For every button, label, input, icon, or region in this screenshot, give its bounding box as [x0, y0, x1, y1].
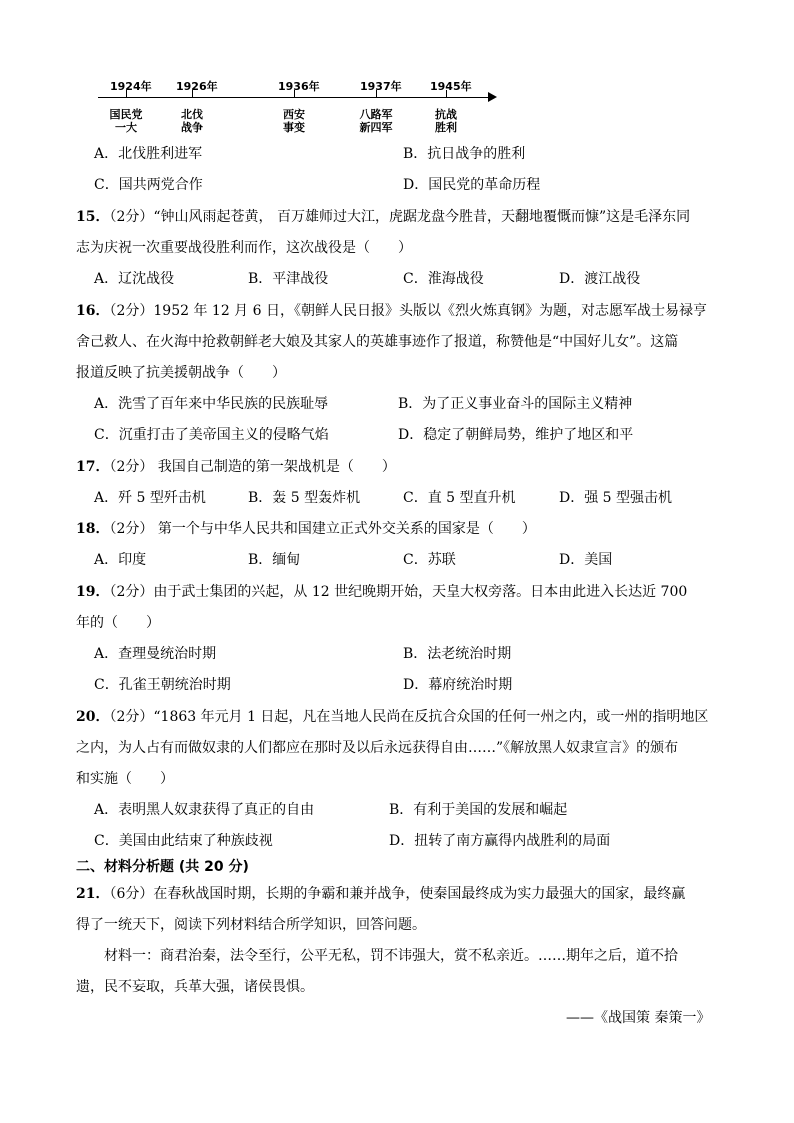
- timeline-event-line: 八路军: [359, 108, 393, 121]
- question-text: （2分）“1863 年元月 1 日起，凡在当地人民尚在反抗合众国的任何一州之内，或一州的指明地区: [109, 709, 709, 725]
- question-number: 15．: [76, 209, 110, 225]
- question-number: 16．: [76, 303, 110, 319]
- timeline-event: [170, 108, 214, 134]
- question-text: 之内，为人占有而做奴隶的人们都应在那时及以后永远获得自由……”《解放黑人奴隶宣言》的颁布: [76, 740, 679, 756]
- option-b[interactable]: B．法老统治时期: [403, 646, 512, 662]
- timeline-event-line: 一大: [115, 121, 137, 134]
- timeline-year: 1945年: [430, 80, 472, 93]
- timeline-event: [424, 108, 468, 134]
- option-b[interactable]: B．轰 5 型轰炸机: [248, 490, 361, 506]
- option-d[interactable]: D．国民党的革命历程: [403, 177, 541, 193]
- option-c[interactable]: C．苏联: [403, 552, 456, 568]
- timeline-event-line: 胜利: [435, 121, 457, 134]
- question-18: [76, 520, 536, 538]
- option-d[interactable]: D．强 5 型强击机: [559, 490, 673, 506]
- timeline-event-line: 西安: [283, 108, 305, 121]
- option-d[interactable]: D．扭转了南方赢得内战胜利的局面: [389, 833, 611, 849]
- option-d[interactable]: D．渡江战役: [559, 271, 641, 287]
- material-source: ——《战国策 秦策一》: [566, 1010, 711, 1026]
- timeline-event: [272, 108, 316, 134]
- option-d[interactable]: D．美国: [559, 552, 613, 568]
- timeline-event-line: 国民党: [109, 108, 143, 121]
- question-text: （6分）在春秋战国时期，长期的争霸和兼并战争，使秦国最终成为实力最强大的国家，最终赢: [109, 886, 686, 902]
- timeline-arrow-icon: [488, 92, 497, 102]
- question-text: （2分） 第一个与中华人民共和国建立正式外交关系的国家是（ ）: [109, 521, 536, 537]
- question-19: [76, 583, 687, 601]
- option-a[interactable]: A．印度: [94, 552, 147, 568]
- option-c[interactable]: C．孔雀王朝统治时期: [94, 677, 231, 693]
- question-number: 18．: [76, 521, 110, 537]
- timeline-tick: [192, 90, 193, 97]
- question-text: （2分）1952 年 12 月 6 日，《朝鲜人民日报》头版以《烈火炼真钢》为题，对志愿军战士易禄亨: [109, 303, 707, 319]
- option-b[interactable]: B．为了正义事业奋斗的国际主义精神: [398, 396, 633, 412]
- question-text: 和实施（ ）: [76, 771, 174, 787]
- option-c[interactable]: C．直 5 型直升机: [403, 490, 516, 506]
- timeline-event-line: 事变: [283, 121, 305, 134]
- timeline-figure: [98, 78, 498, 138]
- question-17: [76, 458, 396, 476]
- question-20: [76, 708, 708, 726]
- question-text: （2分）“钟山风雨起苍黄， 百万雄师过大江，虎踞龙盘今胜昔，天翻地覆慨而慷”这是毛泽东同: [109, 209, 691, 225]
- question-21: [76, 885, 685, 903]
- option-c[interactable]: C．美国由此结束了种族歧视: [94, 833, 273, 849]
- option-c[interactable]: C．沉重打击了美帝国主义的侵略气焰: [94, 427, 329, 443]
- option-d[interactable]: D．幕府统治时期: [403, 677, 513, 693]
- option-a[interactable]: A．洗雪了百年来中华民族的民族耻辱: [94, 396, 329, 412]
- question-number: 21．: [76, 886, 110, 902]
- question-text: （2分） 我国自己制造的第一架战机是（ ）: [109, 459, 396, 475]
- timeline-year: 1924年: [110, 80, 152, 93]
- question-number: 19．: [76, 584, 110, 600]
- question-text: 舍己救人、在火海中抢救朝鲜老大娘及其家人的英雄事迹作了报道，称赞他是“中国好儿女”。这篇: [76, 334, 679, 350]
- option-c[interactable]: C．国共两党合作: [94, 177, 203, 193]
- question-16: [76, 302, 707, 320]
- timeline-event: [104, 108, 148, 134]
- question-text: 志为庆祝一次重要战役胜利而作，这次战役是（ ）: [76, 240, 412, 256]
- question-number: 20．: [76, 709, 110, 725]
- option-a[interactable]: A．北伐胜利进军: [94, 146, 203, 162]
- material-text: 材料一：商君治秦，法令至行，公平无私，罚不讳强大，赏不私亲近。……期年之后，道不拾: [104, 948, 678, 964]
- option-a[interactable]: A．表明黑人奴隶获得了真正的自由: [94, 802, 315, 818]
- option-b[interactable]: B．缅甸: [248, 552, 301, 568]
- question-15: [76, 208, 690, 226]
- timeline-year: 1936年: [278, 80, 320, 93]
- question-text: （2分）由于武士集团的兴起，从 12 世纪晚期开始，天皇大权旁落。日本由此进入长达近 700: [109, 584, 688, 600]
- timeline-event-line: 战争: [181, 121, 203, 134]
- question-text: 年的（ ）: [76, 615, 160, 631]
- option-a[interactable]: A．查理曼统治时期: [94, 646, 217, 662]
- option-d[interactable]: D．稳定了朝鲜局势，维护了地区和平: [398, 427, 634, 443]
- material-text: 遗，民不妄取，兵革大强，诸侯畏惧。: [76, 979, 314, 995]
- option-a[interactable]: A．歼 5 型歼击机: [94, 490, 206, 506]
- section-title: 二、材料分析题 (共 20 分): [76, 859, 249, 875]
- timeline-event: [354, 108, 398, 134]
- option-b[interactable]: B．抗日战争的胜利: [403, 146, 526, 162]
- timeline-event-line: 北伐: [181, 108, 203, 121]
- timeline-tick: [294, 90, 295, 97]
- timeline-tick: [376, 90, 377, 97]
- option-a[interactable]: A．辽沈战役: [94, 271, 175, 287]
- timeline-tick: [126, 90, 127, 97]
- timeline-axis: [98, 97, 490, 98]
- timeline-year: 1926年: [176, 80, 218, 93]
- option-c[interactable]: C．淮海战役: [403, 271, 484, 287]
- timeline-year: 1937年: [360, 80, 402, 93]
- question-text: 报道反映了抗美援朝战争（ ）: [76, 365, 286, 381]
- option-b[interactable]: B．平津战役: [248, 271, 329, 287]
- question-number: 17．: [76, 459, 110, 475]
- question-text: 得了一统天下，阅读下列材料结合所学知识，回答问题。: [76, 917, 426, 933]
- timeline-event-line: 抗战: [435, 108, 457, 121]
- option-b[interactable]: B．有利于美国的发展和崛起: [389, 802, 568, 818]
- timeline-event-line: 新四军: [359, 121, 393, 134]
- timeline-tick: [446, 90, 447, 97]
